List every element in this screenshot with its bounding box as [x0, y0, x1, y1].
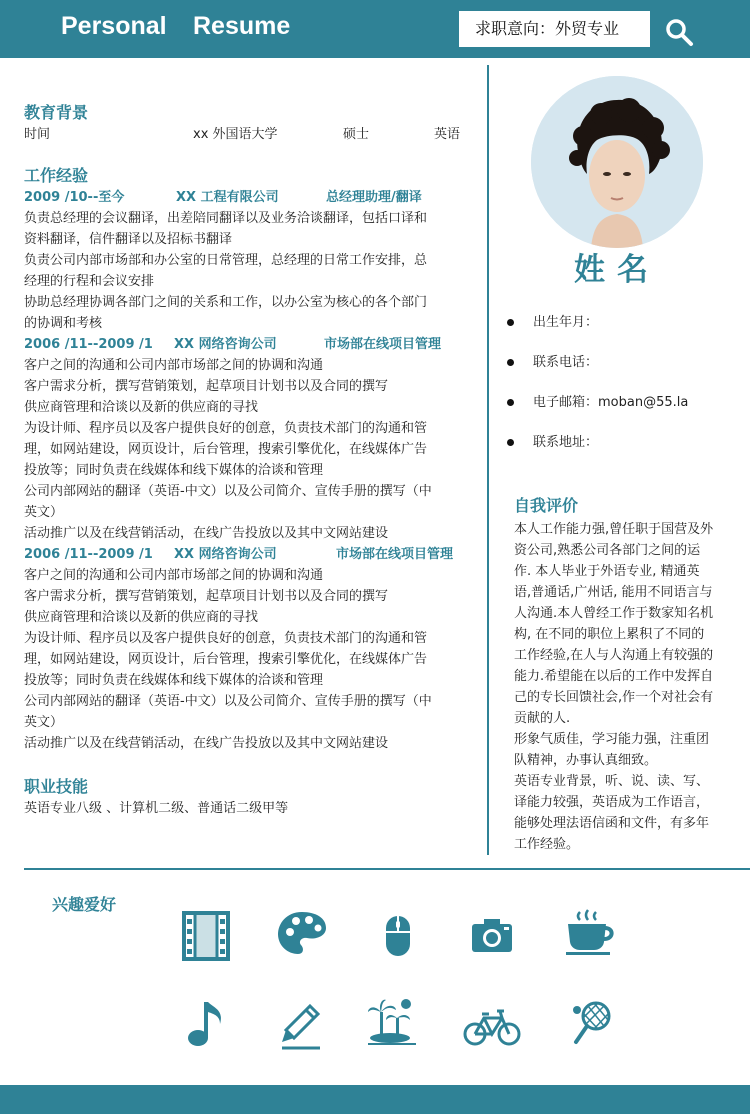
- job-line: 客户需求分析，撰写营销策划，起草项目计划书以及合同的撰写: [24, 589, 389, 604]
- job-line: 为设计师、程序员以及客户提供良好的创意，负责技术部门的沟通和管: [24, 631, 428, 646]
- self-eval-line: 己的专长回馈社会,作一个对社会有: [514, 690, 714, 705]
- pencil-icon: [276, 1000, 328, 1052]
- brand-personal: Personal: [61, 12, 167, 40]
- coffee-icon: [562, 906, 614, 958]
- self-eval-line: 构, 在不同的职位上累积了不同的: [514, 627, 705, 642]
- job-line: 负责总经理的会议翻译，出差陪同翻译以及业务洽谈翻译，包括口译和: [24, 211, 428, 226]
- self-eval-line: 能够处理法语信函和文件，有多年: [514, 816, 710, 831]
- job-line: 理，如网站建设，网页设计，后台管理，搜索引擎优化，在线媒体广告: [24, 442, 428, 457]
- profile-name: 姓名: [574, 252, 660, 288]
- hobbies-title: 兴趣爱好: [52, 895, 117, 914]
- job-period: 2006 /11--2009 /1: [24, 337, 153, 352]
- self-eval-line: 译能力较强，英语成为工作语言，: [514, 795, 710, 810]
- education-row: [24, 124, 466, 145]
- job-line: 协助总经理协调各部门之间的关系和工作，以办公室为核心的各个部门: [24, 295, 428, 310]
- education-major: 英语: [434, 127, 461, 142]
- job-header: [24, 544, 466, 565]
- job-line: 负责公司内部市场部和办公室的日常管理，总经理的日常工作安排，总: [24, 253, 428, 268]
- contact-list: [505, 313, 735, 473]
- search-icon[interactable]: [664, 17, 694, 47]
- job-company: XX 网络咨询公司: [174, 547, 277, 562]
- music-icon: [180, 998, 232, 1050]
- header-bar: [0, 0, 750, 58]
- work-title: 工作经验: [24, 166, 89, 185]
- contact-address: 联系地址：: [533, 435, 599, 450]
- mouse-icon: [372, 910, 424, 962]
- self-eval-line: 工作经验,在人与人沟通上有较强的: [514, 648, 714, 663]
- bicycle-icon: [462, 1000, 522, 1052]
- job-line: 活动推广以及在线营销活动，在线广告投放以及其中文网站建设: [24, 526, 389, 541]
- job-company: XX 工程有限公司: [176, 190, 279, 205]
- footer-bar: [0, 1085, 750, 1114]
- job-entry: [24, 544, 466, 754]
- job-position: 市场部在线项目管理: [336, 547, 454, 562]
- job-line: 供应商管理和洽谈以及新的供应商的寻找: [24, 610, 259, 625]
- contact-item: [505, 433, 735, 473]
- brand-resume: Resume: [193, 12, 291, 40]
- job-line: 公司内部网站的翻译（英语-中文）以及公司简介、宣传手册的撰写（中: [24, 484, 432, 499]
- job-line: 英文）: [24, 715, 64, 730]
- bullet-icon: [507, 439, 514, 446]
- camera-icon: [466, 910, 518, 962]
- job-line: 投放等；同时负责在线媒体和线下媒体的洽谈和管理: [24, 463, 324, 478]
- self-eval-line: 队精神，办事认真细致。: [514, 753, 658, 768]
- contact-birth: 出生年月：: [533, 315, 599, 330]
- contact-item: [505, 313, 735, 353]
- job-line: 投放等；同时负责在线媒体和线下媒体的洽谈和管理: [24, 673, 324, 688]
- education-time: 时间: [24, 127, 51, 142]
- education-degree: 硕士: [343, 127, 370, 142]
- tennis-icon: [566, 998, 618, 1050]
- job-line: 理，如网站建设，网页设计，后台管理，搜索引擎优化，在线媒体广告: [24, 652, 428, 667]
- job-position: 总经理助理/翻译: [326, 190, 422, 205]
- island-icon: [366, 994, 418, 1046]
- skills-title: 职业技能: [24, 777, 89, 796]
- contact-email[interactable]: 电子邮箱：moban@55.la: [533, 395, 689, 410]
- job-line: 的协调和考核: [24, 316, 103, 331]
- column-divider: [487, 65, 489, 855]
- self-eval-line: 作. 本人毕业于外语专业, 精通英: [514, 564, 700, 579]
- job-company: XX 网络咨询公司: [174, 337, 277, 352]
- job-line: 客户之间的沟通和公司内部市场部之间的协调和沟通: [24, 358, 324, 373]
- skills-text: 英语专业八级 、计算机二级、普通话二级甲等: [24, 801, 289, 816]
- palette-icon: [276, 908, 328, 960]
- self-eval-line: 英语专业背景，听、说、读、写、: [514, 774, 710, 789]
- contact-item: [505, 393, 735, 433]
- self-evaluation: [514, 495, 734, 855]
- job-line: 资料翻译，信件翻译以及招标书翻译: [24, 232, 233, 247]
- self-eval-text: [514, 519, 734, 855]
- self-eval-line: 能力.希望能在以后的工作中发挥自: [514, 669, 714, 684]
- self-eval-line: 本人工作能力强,曾任职于国营及外: [514, 522, 714, 537]
- bullet-icon: [507, 359, 514, 366]
- self-eval-line: 语,普通话,广州话, 能用不同语言与: [514, 585, 713, 600]
- job-line: 英文）: [24, 505, 64, 520]
- job-entry: [24, 187, 466, 334]
- avatar: [531, 76, 703, 248]
- job-line: 公司内部网站的翻译（英语-中文）以及公司简介、宣传手册的撰写（中: [24, 694, 432, 709]
- bullet-icon: [507, 399, 514, 406]
- job-period: 2006 /11--2009 /1: [24, 547, 153, 562]
- left-column: [24, 102, 466, 819]
- film-icon: [180, 910, 232, 962]
- bullet-icon: [507, 319, 514, 326]
- self-eval-line: 资公司,熟悉公司各部门之间的运: [514, 543, 701, 558]
- contact-phone: 联系电话：: [533, 355, 599, 370]
- education-title: 教育背景: [24, 103, 89, 122]
- job-period: 2009 /10--至今: [24, 190, 125, 205]
- job-line: 客户之间的沟通和公司内部市场部之间的协调和沟通: [24, 568, 324, 583]
- contact-item: [505, 353, 735, 393]
- job-header: [24, 187, 466, 208]
- education-school: xx 外国语大学: [193, 127, 278, 142]
- job-line: 活动推广以及在线营销活动，在线广告投放以及其中文网站建设: [24, 736, 389, 751]
- job-line: 经理的行程和会议安排: [24, 274, 155, 289]
- job-intent-box[interactable]: 求职意向：外贸专业: [459, 11, 650, 47]
- self-eval-line: 工作经验。: [514, 837, 580, 852]
- portrait-icon: [531, 76, 703, 248]
- self-eval-line: 人沟通.本人曾经工作于数家知名机: [514, 606, 714, 621]
- self-eval-line: 形象气质佳，学习能力强，注重团: [514, 732, 710, 747]
- self-eval-line: 贡献的人.: [514, 711, 571, 726]
- job-line: 客户需求分析，撰写营销策划，起草项目计划书以及合同的撰写: [24, 379, 389, 394]
- job-line: 供应商管理和洽谈以及新的供应商的寻找: [24, 400, 259, 415]
- job-line: 为设计师、程序员以及客户提供良好的创意，负责技术部门的沟通和管: [24, 421, 428, 436]
- section-divider: [24, 868, 750, 870]
- self-eval-title: 自我评价: [514, 496, 579, 515]
- job-entry: [24, 334, 466, 544]
- job-position: 市场部在线项目管理: [324, 337, 442, 352]
- job-header: [24, 334, 466, 355]
